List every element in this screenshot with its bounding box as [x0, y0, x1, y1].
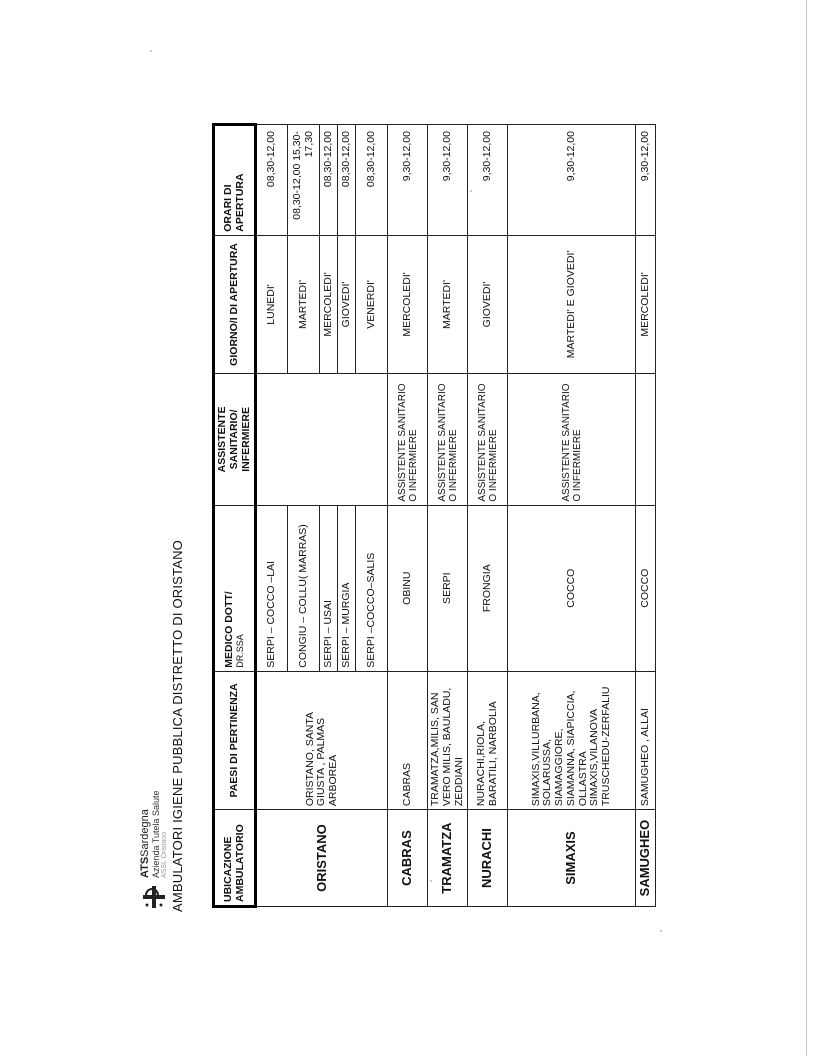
orari-cell: 9,30-12,00	[388, 125, 428, 236]
header-orari: ORARI DI APERTURA	[214, 125, 256, 236]
header-paesi: PAESI DI PERTINENZA	[214, 671, 256, 809]
location-cell: ORISTANO	[256, 810, 388, 907]
paesi-cell: ORISTANO, SANTA GIUSTA , PALMAS ARBOREA	[256, 671, 388, 809]
scan-edge-line	[806, 0, 807, 1056]
medico-cell: SERPI – USAI	[320, 505, 338, 671]
table-row	[388, 125, 428, 907]
logo-brand-bold: ATS	[139, 856, 151, 878]
paesi-cell: NURACHI,RIOLA, BARATILI, NARBOLIA	[468, 671, 508, 809]
orari-cell: 9,30-12,00	[468, 125, 508, 236]
orari-cell: 08,30-12,00	[320, 125, 338, 236]
giorno-cell: MERCOLEDI'	[388, 235, 428, 373]
medico-cell: SERPI – COCCO –LAI	[256, 505, 288, 671]
header-medico-sub: DR.SSA	[235, 634, 246, 668]
medico-cell: FRONGIA	[468, 505, 508, 671]
ats-cross-icon	[141, 884, 167, 910]
assistente-cell	[636, 374, 656, 505]
assistente-cell: ASSISTENTE SANITARIO O INFERMIERE	[388, 374, 428, 505]
orari-cell: 08,30-12,00	[338, 125, 356, 236]
paesi-cell: SIMAXIS,VILLURBANA, SOLARUSSA, SIAMAGGIORE, SIAMANNA, SIAPICCIA, OLLASTRA SIMAXIS,VILANOVA TRUSCHEDU-ZERFALIU	[508, 671, 636, 809]
giorno-cell: MERCOLEDI'	[320, 235, 338, 373]
ats-logo	[140, 790, 168, 910]
giorno-cell: MARTEDI'	[428, 235, 468, 373]
giorno-cell: LUNEDI'	[256, 235, 288, 373]
medico-cell: COCCO	[508, 505, 636, 671]
assistente-cell: ASSISTENTE SANITARIO O INFERMIERE	[508, 374, 636, 505]
header-assistente: ASSISTENTE SANITARIO/ INFERMIERE	[214, 374, 256, 505]
header-medico-main: MEDICO DOTT/	[222, 591, 235, 668]
logo-brand	[140, 790, 152, 878]
location-cell: SAMUGHEO	[636, 810, 656, 907]
orari-cell: 08,30-12,00	[256, 125, 288, 236]
assistente-cell: ASSISTENTE SANITARIO O INFERMIERE	[468, 374, 508, 505]
assistente-cell	[256, 374, 388, 505]
page-title: AMBULATORI IGIENE PUBBLICA DISTRETTO DI ORISTANO	[170, 540, 185, 912]
header-medico	[214, 505, 256, 671]
orari-cell: 08,30-12,00 15,30-17,30	[288, 125, 320, 236]
medico-cell: OBINU	[388, 505, 428, 671]
location-cell: CABRAS	[388, 810, 428, 907]
table-row	[468, 125, 508, 907]
scan-speck	[150, 50, 152, 52]
table-row	[636, 125, 656, 907]
giorno-cell: MERCOLEDI'	[636, 235, 656, 373]
giorno-cell: GIOVEDI'	[468, 235, 508, 373]
rotated-document-page	[140, 60, 720, 940]
logo-area: ASSL Oristano	[160, 831, 168, 878]
assistente-cell: ASSISTENTE SANITARIO O INFERMIERE	[428, 374, 468, 505]
table-row	[428, 125, 468, 907]
table-row	[508, 125, 636, 907]
giorno-cell: GIOVEDI'	[338, 235, 356, 373]
header-ubicazione: UBICAZIONE AMBULATORIO	[214, 810, 256, 907]
logo-subtitle: Azienda Tutela Salute	[150, 790, 161, 878]
orari-cell: 9,30-12,00	[428, 125, 468, 236]
paesi-cell: SAMUGHEO , ALLAI	[636, 671, 656, 809]
ambulatori-table	[212, 123, 656, 908]
location-cell: SIMAXIS	[508, 810, 636, 907]
giorno-cell: VENERDI'	[356, 235, 388, 373]
logo-brand-rest: Sardegna	[139, 809, 151, 857]
medico-cell: SERPI –COCCO–SALIS	[356, 505, 388, 671]
medico-cell: SERPI	[428, 505, 468, 671]
header-giorno: GIORNO/I DI APERTURA	[214, 235, 256, 373]
giorno-cell: MARTEDI'	[288, 235, 320, 373]
medico-cell: SERPI – MURGIA	[338, 505, 356, 671]
orari-cell: 9,30-12,00	[636, 125, 656, 236]
medico-cell: COCCO	[636, 505, 656, 671]
table-row	[256, 125, 288, 907]
table-header-row	[214, 125, 256, 907]
orari-cell: 08,30-12,00	[356, 125, 388, 236]
location-cell: NURACHI	[468, 810, 508, 907]
paesi-cell: CABRAS	[388, 671, 428, 809]
giorno-cell: MARTEDI' E GIOVEDI'	[508, 235, 636, 373]
medico-cell: CONGIU – COLLU( MARRAS)	[288, 505, 320, 671]
paesi-cell: TRAMATZA,MILIS, SAN VERO MILIS, BAULADU, ZEDDIANI	[428, 671, 468, 809]
orari-cell: 9,30-12,00	[508, 125, 636, 236]
location-cell: TRAMATZA	[428, 810, 468, 907]
